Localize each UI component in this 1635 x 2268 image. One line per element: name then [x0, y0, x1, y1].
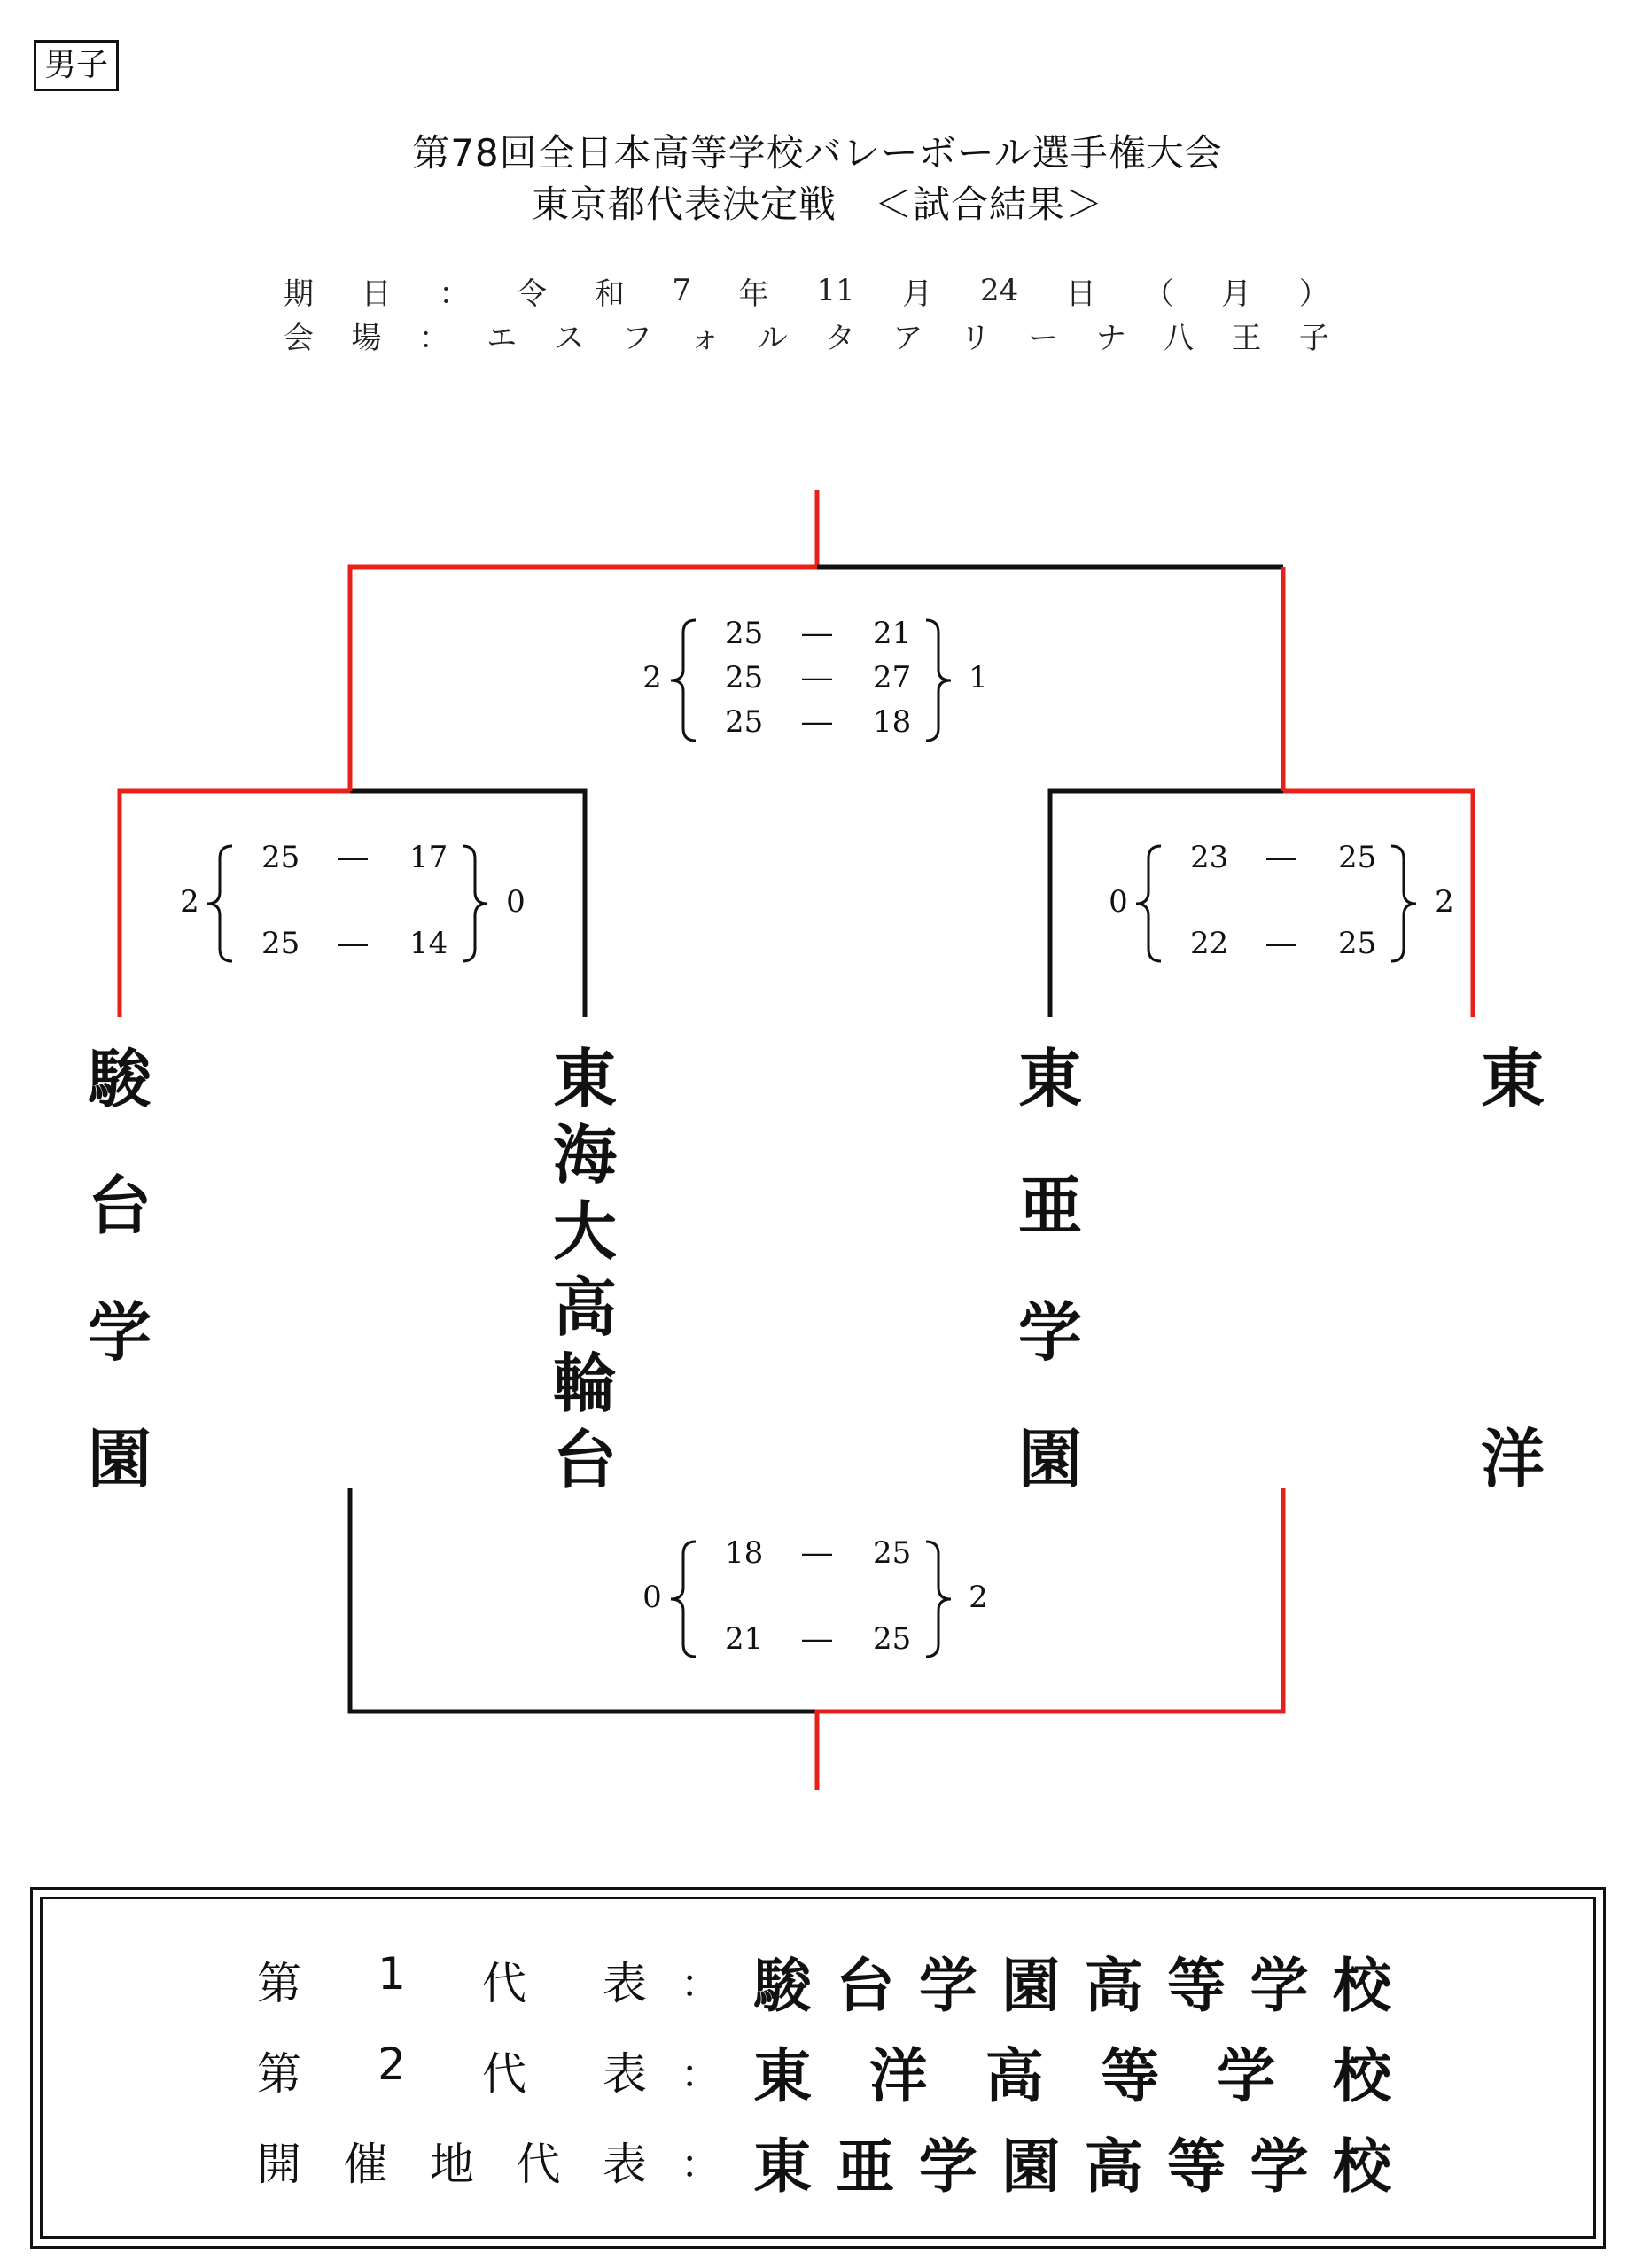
- team-char: 台: [87, 1169, 152, 1243]
- right-semi-set2-right: 25: [1338, 926, 1377, 961]
- venue-value-2: フ: [621, 320, 652, 356]
- team-toa-gakuen: [1001, 1028, 1099, 1534]
- result-value-char: 等: [1167, 1951, 1226, 2020]
- left-semi-set2-left: 25: [261, 926, 300, 961]
- left-semi-set1-dash: ―: [338, 840, 368, 875]
- division-badge: 男子: [34, 40, 119, 91]
- result-value-char: 高: [985, 2041, 1044, 2110]
- venue-value-1: ス: [554, 320, 585, 356]
- bottom-final-set2-right: 25: [873, 1621, 912, 1657]
- top-final-set2-right: 27: [873, 660, 912, 695]
- date-value-0: 令: [517, 276, 548, 312]
- left-semi-set2-dash: ―: [338, 926, 368, 961]
- result-label-char: 催: [343, 2139, 388, 2190]
- right-semi-set1-right: 25: [1338, 840, 1377, 875]
- venue-value-5: タ: [825, 320, 856, 356]
- result-value-char: 学: [1250, 2132, 1309, 2201]
- bottom-final-set1-dash: ―: [802, 1535, 832, 1571]
- page-title: 第78回全日本高等学校バレーボール選手権大会: [412, 131, 1223, 175]
- bottom-final-set1-right: 25: [873, 1535, 912, 1571]
- result-value-1: [753, 1938, 1391, 2023]
- brace-bottom-final-close: [926, 1542, 951, 1657]
- result-label-char: 2: [378, 2039, 406, 2090]
- team-toyo: [1464, 1028, 1561, 1534]
- result-label-2: [257, 2039, 647, 2102]
- result-colon: ：: [681, 2142, 720, 2187]
- venue-label-1: 場: [351, 320, 382, 356]
- team-tokai-takanawadai: [536, 1028, 634, 1497]
- left-semi-set1-right: 17: [409, 840, 448, 875]
- result-label-char: 1: [378, 1948, 406, 2000]
- team-char: 学: [1017, 1295, 1082, 1370]
- venue-value-7: リ: [960, 320, 991, 356]
- result-value-char: 高: [1084, 1951, 1143, 2020]
- result-value-char: 学: [1250, 1951, 1309, 2020]
- result-label-char: 表: [603, 2139, 647, 2190]
- date-value-6: 24: [979, 273, 1019, 308]
- team-char: 大: [552, 1194, 617, 1269]
- date-value-3: 年: [738, 276, 769, 312]
- bottom-final-right-sets: 2: [969, 1580, 988, 1615]
- top-final-set1-dash: ―: [802, 616, 832, 651]
- top-final-set3-left: 25: [725, 704, 764, 740]
- result-colon: ：: [681, 1961, 720, 2007]
- team-char: 洋: [1480, 1422, 1545, 1496]
- venue-value-4: ル: [757, 320, 788, 356]
- team-char: 輪: [552, 1347, 617, 1421]
- result-value-3: [753, 2119, 1391, 2203]
- result-label-3: [257, 2129, 647, 2193]
- result-value-char: 校: [1332, 2132, 1391, 2201]
- result-label-char: 第: [257, 1958, 301, 2009]
- result-value-char: 東: [753, 2132, 812, 2201]
- date-label-0: 期: [284, 276, 314, 312]
- top-final-set2-left: 25: [725, 660, 764, 695]
- team-char: 海: [552, 1118, 617, 1192]
- result-value-char: 駿: [753, 1951, 812, 2020]
- team-char: 東: [1480, 1042, 1545, 1116]
- date-value-4: 11: [816, 273, 855, 308]
- right-semi-set2-left: 22: [1190, 926, 1229, 961]
- team-char: 東: [1017, 1042, 1082, 1116]
- result-label-char: 表: [603, 1958, 647, 2009]
- result-value-char: 園: [1001, 1951, 1061, 2020]
- top-final-set3-dash: ―: [802, 704, 832, 740]
- bottom-final-set2-dash: ―: [802, 1621, 832, 1657]
- right-semi-set1-left: 23: [1190, 840, 1229, 875]
- result-value-char: 学: [918, 2132, 977, 2201]
- date-value-10: ）: [1298, 276, 1329, 312]
- team-char: 学: [87, 1295, 152, 1370]
- right-semi-left-sets: 0: [1109, 884, 1128, 920]
- result-value-char: 等: [1101, 2041, 1160, 2110]
- result-label-char: 開: [257, 2139, 301, 2190]
- venue-value-12: 子: [1298, 320, 1329, 356]
- brace-left-semi-close: [463, 846, 487, 961]
- venue-value-11: 王: [1231, 320, 1262, 356]
- result-row-3: [257, 2125, 1391, 2201]
- left-semi-set2-right: 14: [409, 926, 448, 961]
- date-value-5: 月: [902, 276, 933, 312]
- result-value-char: 等: [1167, 2132, 1226, 2201]
- top-final-right-sets: 1: [969, 660, 988, 695]
- result-label-char: 代: [481, 2048, 526, 2100]
- top-final-set1-left: 25: [725, 616, 764, 651]
- result-value-char: 東: [753, 2041, 812, 2110]
- venue-value-0: エ: [487, 320, 518, 356]
- top-final-left-sets: 2: [642, 660, 662, 695]
- result-value-char: 台: [836, 1951, 895, 2020]
- result-label-char: 代: [516, 2139, 561, 2190]
- bracket-line-bottom-final-left: [350, 1488, 817, 1712]
- team-char: 高: [552, 1270, 617, 1345]
- venue-label-0: 会: [284, 320, 314, 356]
- date-value-2: 7: [672, 273, 691, 308]
- date-label-1: 日: [361, 276, 392, 312]
- bottom-final-set2-left: 21: [725, 1621, 764, 1657]
- top-final-set2-dash: ―: [802, 660, 832, 695]
- venue-value-3: ォ: [689, 320, 720, 356]
- date-value-7: 日: [1065, 276, 1096, 312]
- team-sundai-gakuen: [71, 1028, 168, 1534]
- result-label-1: [257, 1948, 647, 2012]
- team-char: 亜: [1017, 1169, 1082, 1243]
- team-char: 駿: [87, 1042, 152, 1116]
- team-char: 園: [1017, 1422, 1082, 1496]
- team-char: 台: [552, 1423, 617, 1497]
- venue-value-6: ア: [892, 320, 923, 356]
- left-semi-set1-left: 25: [261, 840, 300, 875]
- result-value-char: 校: [1332, 2041, 1391, 2110]
- venue-label-2: ：: [418, 320, 449, 356]
- team-char: 東: [552, 1042, 617, 1116]
- bracket-line-left-semi-loser: [350, 791, 585, 1017]
- bottom-final-left-sets: 0: [642, 1580, 662, 1615]
- date-label-2: ：: [439, 276, 470, 312]
- result-label-char: 第: [257, 2048, 301, 2100]
- right-semi-set2-dash: ―: [1266, 926, 1296, 961]
- result-value-char: 洋: [868, 2041, 928, 2110]
- venue-value-10: 八: [1164, 320, 1195, 356]
- top-final-set3-right: 18: [873, 704, 912, 740]
- date-value-9: 月: [1221, 276, 1252, 312]
- result-label-char: 表: [603, 2048, 647, 2100]
- date-value-1: 和: [594, 276, 625, 312]
- result-row-1: [257, 1945, 1391, 2020]
- result-value-char: 校: [1332, 1951, 1391, 2020]
- result-colon: ：: [681, 2052, 720, 2097]
- brace-right-semi-close: [1391, 846, 1416, 961]
- top-final-set1-right: 21: [873, 616, 912, 651]
- result-value-char: 学: [1217, 2041, 1276, 2110]
- right-semi-right-sets: 2: [1435, 884, 1454, 920]
- venue-value-8: ー: [1028, 320, 1059, 356]
- left-semi-left-sets: 2: [180, 884, 199, 920]
- bracket-line-left-semi-winner: [120, 791, 350, 1017]
- left-semi-right-sets: 0: [506, 884, 526, 920]
- date-value-8: （: [1143, 276, 1174, 312]
- bracket-line-right-semi-loser: [1050, 791, 1283, 1017]
- right-semi-set1-dash: ―: [1266, 840, 1296, 875]
- result-value-char: 高: [1084, 2132, 1143, 2201]
- result-row-2: [257, 2035, 1391, 2110]
- result-value-char: 亜: [836, 2132, 895, 2201]
- brace-top-final-close: [926, 620, 951, 741]
- result-label-char: 代: [481, 1958, 526, 2009]
- venue-value-9: ナ: [1095, 320, 1126, 356]
- team-char: 園: [87, 1422, 152, 1496]
- result-value-char: 学: [918, 1951, 977, 2020]
- result-value-2: [753, 2029, 1391, 2113]
- result-label-char: 地: [430, 2139, 474, 2190]
- bottom-final-set1-left: 18: [725, 1535, 764, 1571]
- page-subtitle: 東京都代表決定戦 ＜試合結果＞: [531, 183, 1103, 226]
- result-value-char: 園: [1001, 2132, 1061, 2201]
